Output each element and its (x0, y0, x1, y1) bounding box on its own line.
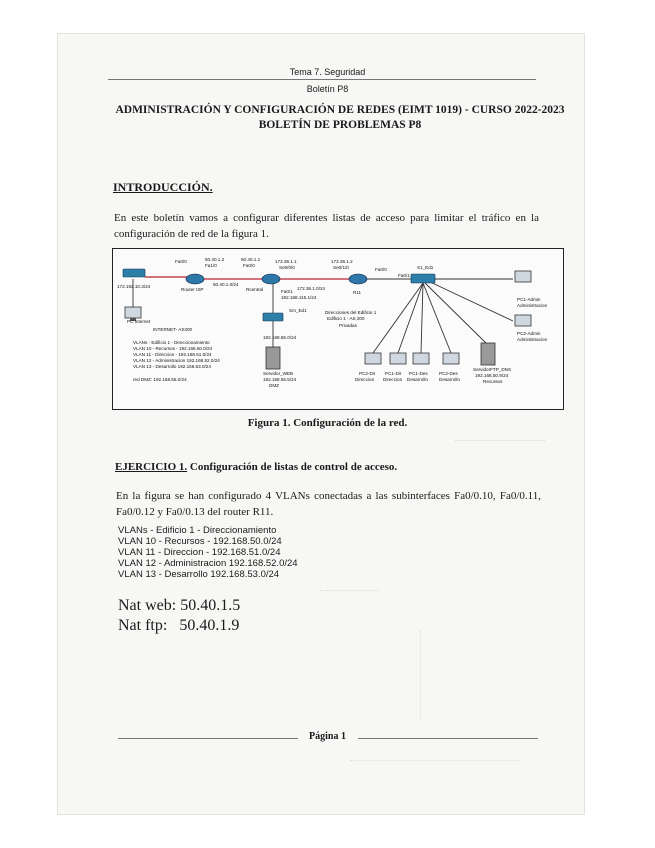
pc2-des-icon (443, 353, 459, 364)
label-ip-50-40-1-1: 50.40.1.1 (241, 257, 261, 262)
legend-l2: VLAN 10 - Recursos - 192.168.50.0/24 (133, 346, 213, 351)
server-web-icon (266, 347, 280, 369)
label-pc2-admin: PC2-Admin (517, 331, 541, 336)
exercise-paragraph: En la figura se han configurado 4 VLANs conectadas a las subinterfaces Fa0/0.10, Fa0/0.11, Fa0/0.12 y Fa0/0.13 del router R11. (116, 490, 541, 518)
label-router-isp: Router ISP (181, 287, 204, 292)
label-pc-internet: PC Internet (127, 319, 151, 324)
server-ftp-icon (481, 343, 495, 365)
label-s1-ed1: S1_Ed1 (417, 265, 434, 270)
label-se0-0-0: Se0/0/0 (279, 265, 295, 270)
label-red-dmz: red DMZ: 192.168.55.0/24 (133, 377, 187, 382)
label-dir-ed1-l3: Privadas (339, 323, 357, 328)
legend-l3: VLAN 11 - Direccion - 192.168.51.0/24 (133, 352, 212, 357)
label-fa0-0-left: Fa0/0 (175, 259, 187, 264)
exercise-title: Configuración de listas de control de acceso. (189, 461, 398, 473)
label-dmz: DMZ (269, 383, 279, 388)
label-server-ftp: ServidorFTP_DNS (473, 367, 512, 372)
pc2-dir-icon (365, 353, 381, 364)
label-dir-ed1-l2: Edificio 1 - AS 200 (327, 316, 365, 321)
vlan-line-2: VLAN 11 - Direccion - 192.168.51.0/24 (118, 547, 281, 558)
label-pc2-des-sub: Desarrollo (439, 377, 460, 382)
footer-divider-right (358, 738, 538, 739)
header-topic: Tema 7. Seguridad (289, 67, 366, 77)
vlan-line-0: VLANs - Edificio 1 - Direccionamiento (118, 525, 277, 536)
figure-caption: Figura 1. Configuración de la red. (247, 417, 408, 429)
label-servidor-web-ip: 192.168.55.5/24 (263, 377, 297, 382)
label-ip-50-40-1-2: 50.40.1.2 (205, 257, 225, 262)
vlan-line-1: VLAN 10 - Recursos - 192.168.50.0/24 (118, 536, 282, 547)
router-isp-icon (186, 274, 204, 284)
label-pc2-des: PC2-Des (439, 371, 458, 376)
link-s1-pc2des (423, 283, 451, 353)
label-fa0-0-r11: Fa0/0 (375, 267, 387, 272)
exercise-number: EJERCICIO 1. (115, 461, 188, 473)
header-divider (108, 79, 536, 80)
label-fa1-0: Fa1/0 (205, 263, 217, 268)
label-fa0-1-central: Fa0/1 (281, 289, 293, 294)
pc1-dir-icon (390, 353, 406, 364)
intro-paragraph: En este boletín vamos a configurar diferentes listas de acceso para limitar el tráfico en la configuración de red de la figura 1. (114, 212, 539, 240)
switch-s1-icon (411, 274, 435, 283)
label-pc2-dir: PC2-Dir (359, 371, 376, 376)
label-internet-as: INTERNET- AS300 (153, 327, 193, 332)
router-central-icon (262, 274, 280, 284)
label-r11: R11 (353, 290, 362, 295)
vlan-line-4: VLAN 13 - Desarrollo 192.168.53.0/24 (118, 569, 280, 580)
switch-dmz-icon (263, 313, 283, 321)
pc2-admin-icon (515, 315, 531, 326)
pc1-des-icon (413, 353, 429, 364)
document-title: ADMINISTRACIÓN Y CONFIGURACIÓN DE REDES (EIMT 1019) - CURSO 2022-2023 (115, 104, 565, 116)
label-server-ftp-sub: Recursos (483, 379, 503, 384)
label-pc1-des-sub: Desarrollo (407, 377, 428, 382)
label-sm-ed1: Sm_Ed1 (289, 308, 307, 313)
nat-ftp: Nat ftp: 50.40.1.9 (118, 617, 240, 634)
label-fa0-1-s1: Fa0/1 (398, 273, 410, 278)
router-r11-icon (349, 274, 367, 284)
label-server-ftp-ip: 192.168.50.9/24 (475, 373, 509, 378)
legend-l1: VLANs - Edificio 1 - Direccionamiento (133, 340, 210, 345)
link-s1-server (425, 283, 488, 345)
intro-heading: INTRODUCCIÓN. (113, 180, 213, 194)
legend-l4: VLAN 12 - Administracion 192.168.52.0/24 (133, 358, 220, 363)
label-pc1-admin-sub: Administracion (517, 303, 548, 308)
label-fa0-0-mid: Fa0/0 (243, 263, 255, 268)
exercise-heading (115, 461, 397, 473)
label-ip-192-168-115-1: 192.168.115.1/24 (281, 295, 317, 300)
label-ip-172-36-1-2: 172.36.1.2 (331, 259, 353, 264)
label-pc2-admin-sub: Administracion (517, 337, 548, 342)
nat-web: Nat web: 50.40.1.5 (118, 597, 241, 614)
legend-l5: VLAN 13 - Desarrollo 192.168.53.0/24 (133, 364, 211, 369)
label-dmz-net: 192.168.55.0/24 (263, 335, 297, 340)
pc1-admin-icon (515, 271, 531, 282)
label-pc2-dir-sub: Direccion (355, 377, 375, 382)
label-servidor-web: Servidor_WEB (263, 371, 294, 376)
label-pc1-admin: PC1-Admin (517, 297, 541, 302)
label-pc1-des: PC1-Des (409, 371, 428, 376)
label-dir-ed1-l1: Direcciones del Edificio 1 (325, 310, 377, 315)
label-ip-172-36-1-1: 172.36.1.1 (275, 259, 297, 264)
link-s1-pc1dir (398, 283, 423, 353)
label-ip-172-36-1-0: 172.36.1.0/24 (297, 286, 326, 291)
label-router-central: Rcentral (246, 287, 264, 292)
label-ip-50-40-1-0: 50.40.1.0/24 (213, 282, 239, 287)
network-svg (113, 249, 563, 409)
link-s1-pc2admin (428, 281, 513, 321)
header-bulletin: Boletín P8 (306, 84, 349, 94)
label-se0-1-0: Se0/1/0 (333, 265, 349, 270)
network-diagram (112, 248, 564, 410)
label-pc-ip: 172.192.10.3/24 (117, 284, 151, 289)
vlan-line-3: VLAN 12 - Administracion 192.168.52.0/24 (118, 558, 298, 569)
label-pc1-dir: PC1-Dir (385, 371, 402, 376)
cloud-switch-icon (123, 269, 145, 277)
footer-page-number: Página 1 (309, 731, 346, 742)
link-s1-pc2dir (373, 283, 423, 353)
label-pc1-dir-sub: Direccion (383, 377, 403, 382)
link-s1-pc1des (421, 283, 423, 353)
document-subtitle: BOLETÍN DE PROBLEMAS P8 (258, 119, 422, 131)
